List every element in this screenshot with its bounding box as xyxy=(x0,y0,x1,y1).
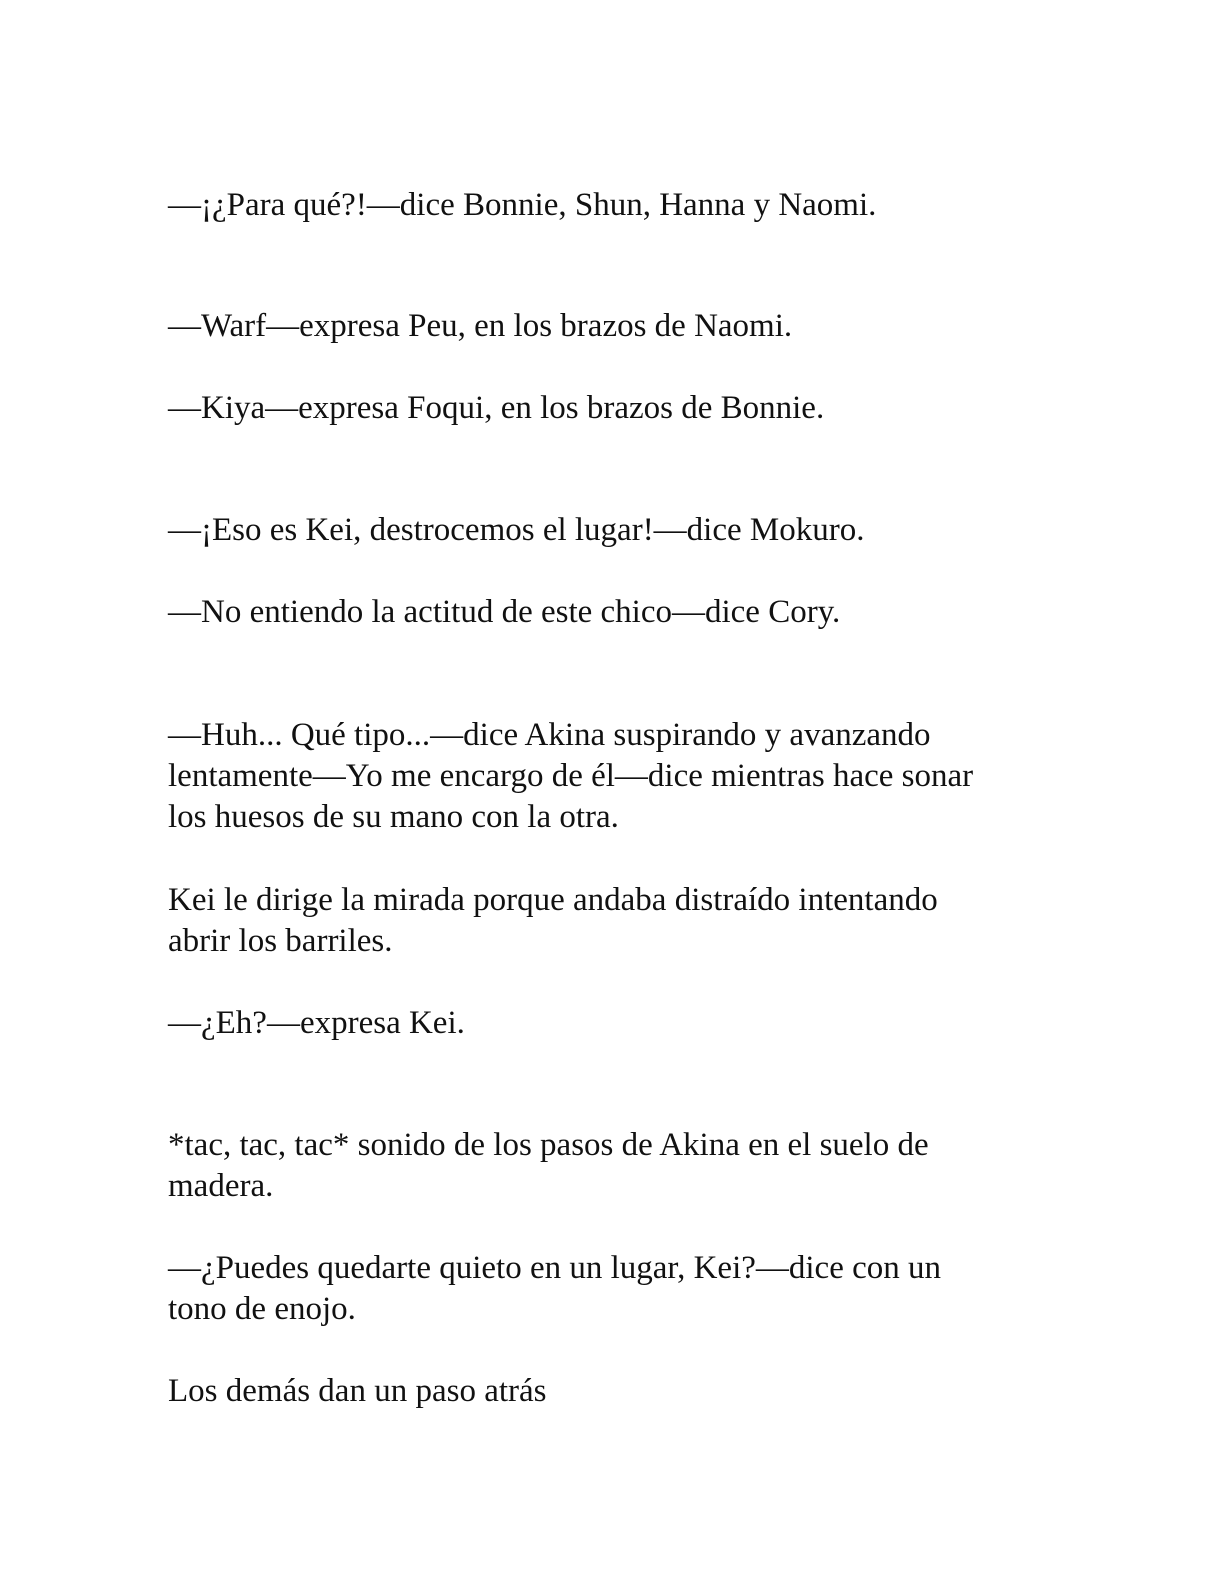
text-line: —¡Eso es Kei, destrocemos el lugar!—dice Mokuro. xyxy=(168,512,865,548)
text-line: lentamente—Yo me encargo de él—dice mientras hace sonar xyxy=(168,758,974,794)
paragraph-4 xyxy=(168,510,1058,551)
text-line: abrir los barriles. xyxy=(168,923,393,959)
text-line: Kei le dirige la mirada porque andaba distraído intentando xyxy=(168,882,938,918)
text-line: —No entiendo la actitud de este chico—dice Cory. xyxy=(168,594,841,630)
text-line: —Huh... Qué tipo...—dice Akina suspirando y avanzando xyxy=(168,717,931,753)
text-line: madera. xyxy=(168,1168,274,1204)
text-line: Los demás dan un paso atrás xyxy=(168,1373,547,1409)
paragraph-8 xyxy=(168,1003,1058,1044)
paragraph-7 xyxy=(168,880,1058,962)
text-line: —Warf—expresa Peu, en los brazos de Naomi. xyxy=(168,308,793,344)
paragraph-10 xyxy=(168,1248,1058,1330)
text-line: *tac, tac, tac* sonido de los pasos de Akina en el suelo de xyxy=(168,1127,929,1163)
text-line: —Kiya—expresa Foqui, en los brazos de Bonnie. xyxy=(168,390,825,426)
text-line: —¡¿Para qué?!—dice Bonnie, Shun, Hanna y Naomi. xyxy=(168,187,877,223)
text-line: tono de enojo. xyxy=(168,1291,356,1327)
text-line: —¿Puedes quedarte quieto en un lugar, Kei?—dice con un xyxy=(168,1250,942,1286)
paragraph-2 xyxy=(168,306,1058,347)
paragraph-6 xyxy=(168,715,1058,838)
paragraph-1 xyxy=(168,185,1058,226)
text-line: —¿Eh?—expresa Kei. xyxy=(168,1005,465,1041)
paragraph-9 xyxy=(168,1125,1058,1207)
paragraph-5 xyxy=(168,592,1058,633)
paragraph-3 xyxy=(168,388,1058,429)
text-line: los huesos de su mano con la otra. xyxy=(168,799,619,835)
paragraph-11 xyxy=(168,1371,1058,1412)
